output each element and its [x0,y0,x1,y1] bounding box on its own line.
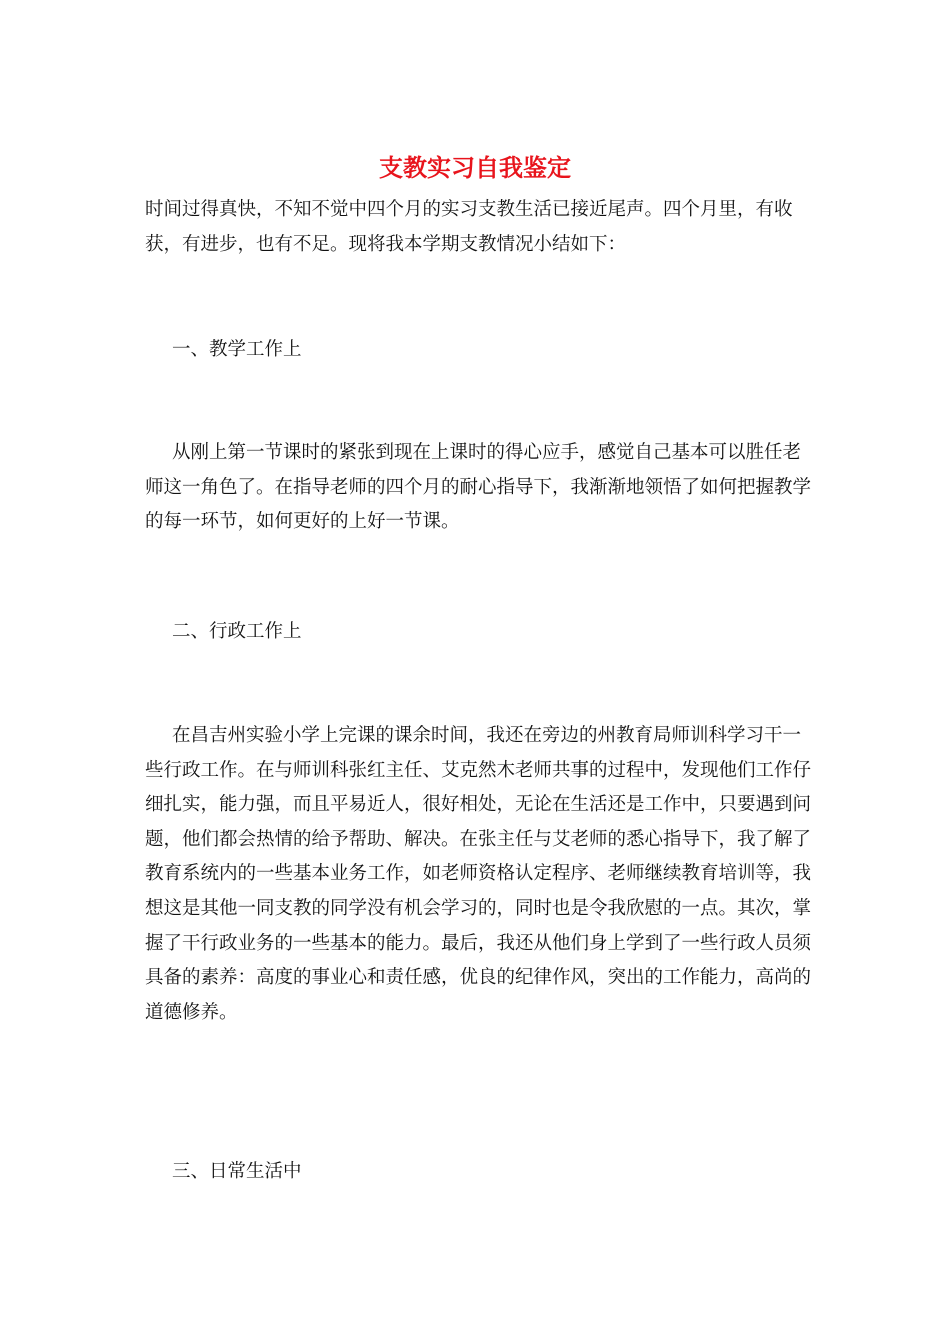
section-heading-daily-life: 三、日常生活中 [172,1161,302,1182]
intro-paragraph: 时间过得真快，不知不觉中四个月的实习支教生活已接近尾声。四个月里，有收获，有进步，也有不足。现将我本学期支教情况小结如下： [145,199,793,255]
document-title: 支教实习自我鉴定 [379,153,571,182]
section-body-teaching: 从刚上第一节课时的紧张到现在上课时的得心应手，感觉自己基本可以胜任老师这一角色了。在指导老师的四个月的耐心指导下，我渐渐地领悟了如何把握教学的每一环节，如何更好的上好一节课。 [145,442,812,533]
section-body-administration: 在昌吉州实验小学上完课的课余时间，我还在旁边的州教育局师训科学习干一些行政工作。在与师训科张红主任、艾克然木老师共事的过程中，发现他们工作仔细扎实，能力强，而且平易近人，很好相处，无论在生活还是工作中，只要遇到问题，他们都会热情的给予帮助、解决。在张主任与艾老师的悉心指导下，我了解了教育系统内的一些基本业务工作，如老师资格认定程序、老师继续教育培训等，我想这是其他一同支教的同学没有机会学习的，同时也是令我欣慰的一点。其次，掌握了干行政业务的一些基本的能力。最后，我还从他们身上学到了一些行政人员须具备的素养：高度的事业心和责任感，优良的纪律作风，突出的工作能力，高尚的道德修养。 [145,725,812,1023]
section-heading-teaching: 一、教学工作上 [172,339,302,360]
section-heading-administration: 二、行政工作上 [172,621,302,642]
